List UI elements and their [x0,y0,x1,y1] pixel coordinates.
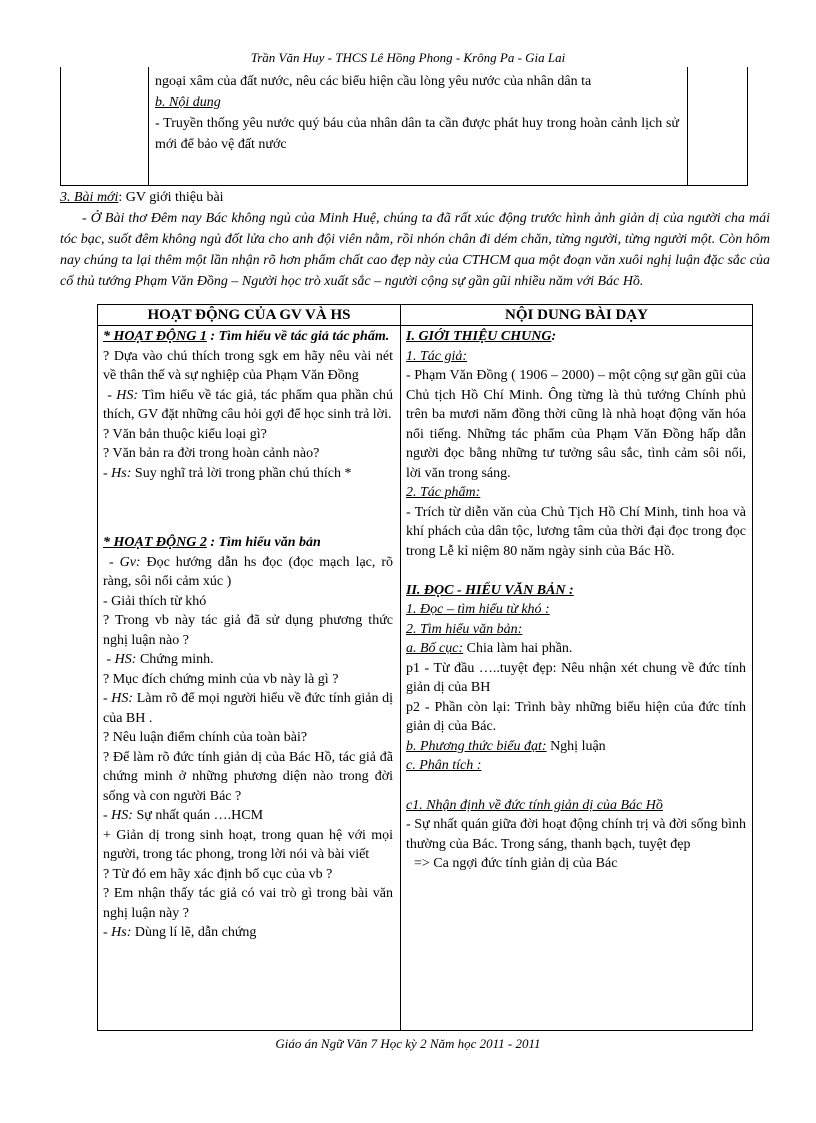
column-header-activities: HOẠT ĐỘNG CỦA GV VÀ HS [147,307,351,323]
explain-words: - Giải thích từ khó [103,593,207,609]
expression-label: b. Phương thức biểu đạt: [406,738,547,754]
activities-column: * HOẠT ĐỘNG 1 : Tìm hiểu về tác giả tác phẩm. ? Dựa vào chú thích trong sgk em hãy nêu vài nét về thân thế và sự nghiệp của Phạm Văn Đồng - HS: Tìm hiểu về tác giả, tác phẩm qua phần chú thích, GV đặt những câu hỏi gợi để học sinh trả lời. ? Văn bản thuộc kiểu loại gì? ? Văn bản ra đời trong hoàn cảnh nào? - Hs: Suy nghĩ trả lời trong phần chú thích * * HOẠT ĐỘNG 2 : Tìm hiểu văn bản - Gv: Đọc hướng dẫn hs đọc (đọc mạch lạc, rõ ràng, sôi nổi cảm xúc ) - Giải thích từ khó ? Trong vb này tác giả đã sử dụng phương thức nghị luận nào ? - HS: Chứng minh. ? Mục đích chứng minh của vb này là gì ? - HS: Làm rõ để mọi người hiểu về đức tính giản dị của BH . ? Nêu luận điểm chính của toàn bài? ? Để làm rõ đức tính giản dị của Bác Hồ, tác giả đã chứng minh ở những phương diện nào trong đời sống và con người Bác ? - HS: Sự nhất quán ….HCM + Giản dị trong sinh hoạt, trong quan hệ với mọi người, trong tác phong, trong lời nói và bài viết ? Từ đó em hãy xác định bố cục của vb ? ? Em nhận thấy tác giả có vai trò gì trong bài văn nghị luận này ? - Hs: Dùng lí lẽ, dẫn chứng [103,329,393,940]
previous-lesson-cell [148,67,688,185]
hs-label: HS: [114,652,137,667]
hs-answer: Dùng lí lẽ, dẫn chứng [131,925,257,940]
part-1: p1 - Từ đầu …..tuyệt đẹp: Nêu nhận xét chung về đức tính giản dị của BH [406,660,746,695]
author-heading: 1. Tác giả: [406,348,468,364]
c1-heading: c1. Nhận định về đức tính giản dị của Bác Hồ [406,797,663,813]
question-2: ? Văn bản thuộc kiểu loại gì? [103,426,267,442]
expression-text: Nghị luận [546,738,606,754]
hs-answer: Chứng minh. [136,652,214,667]
gv-instruction: Đọc hướng dẫn hs đọc (đọc mạch lạc, rõ ràng, sôi nổi cảm xúc ) [103,554,393,589]
activity-2-label: * HOẠT ĐỘNG 2 [103,535,207,550]
hs-answer: Làm rõ để mọi người hiểu về đức tính giản dị của BH . [103,691,393,726]
work-heading: 2. Tác phẩm: [406,485,481,500]
section-1-title: I. GIỚI THIỆU CHUNG [406,329,552,344]
analysis-heading: 2. Tìm hiểu văn bản: [406,621,523,637]
column-header-content: NỘI DUNG BÀI DẠY [505,307,648,323]
hs-label: Hs: [111,465,132,481]
question-4: ? Trong vb này tác giả đã sử dụng phương thức nghị luận nào ? [103,613,393,648]
question-3: ? Văn bản ra đời trong hoàn cảnh nào? [103,446,320,461]
activity-1-label: * HOẠT ĐỘNG 1 [103,329,207,344]
content-text: - Truyền thống yêu nước quý báu của nhân dân ta cần được phát huy trong hoàn cảnh lịch sử mới để bảo vệ đất nước [155,116,679,152]
hs-answer: Suy nghĩ trả lời trong phần chú thích * [131,465,352,481]
page-header: Trần Văn Huy - THCS Lê Hồng Phong - Krông Pa - Gia Lai [250,50,566,65]
lesson-table [97,304,753,1031]
question-7: ? Để làm rõ đức tính giản dị của Bác Hồ, tác giả đã chứng minh ở những phương diện nào trong đời sống và con người Bác ? [103,749,393,804]
content-column: I. GIỚI THIỆU CHUNG: 1. Tác giả: - Phạm Văn Đồng ( 1906 – 2000) – một cộng sự gần gũi của Chủ tịch Hồ Chí Minh. Ông từng là thủ tướng Chính phủ trên ba mươi năm đồng thời cũng là nhà hoạt động văn hóa nổi tiếng. Những tác phẩm của Phạm Văn Đồng hấp dẫn người đọc bằng những tư tưởng sâu sắc, tình cảm sôi nổi, lời văn trong sáng. 2. Tác phẩm: - Trích từ diễn văn của Chủ Tịch Hồ Chí Minh, tinh hoa và khí phách của dân tộc, lương tâm của thời đại đọc trong đọc trong Lễ kỉ niệm 80 năm ngày sinh của Bác Hồ. II. ĐỌC - HIỂU VĂN BẢN : 1. Đọc – tìm hiểu từ khó : 2. Tìm hiểu văn bản: a. Bố cục: Chia làm hai phần. p1 - Từ đầu …..tuyệt đẹp: Nêu nhận xét chung về đức tính giản dị của BH p2 - Phần còn lại: Trình bày những biểu hiện của đức tính giản dị của Bác. b. Phương thức biểu đạt: Nghị luận c. Phân tích : c1. Nhận định về đức tính giản dị của Bác Hồ - Sự nhất quán giữa đời hoạt động chính trị và đời sống bình thường của Bác. Trong sáng, thanh bạch, tuyệt đẹp => Ca ngợi đức tính giản dị của Bác [406,327,746,874]
section-3-rest: : GV giới thiệu bài [118,190,224,205]
question-5: ? Mục đích chứng minh của vb này là gì ? [103,671,339,687]
hs-answer: Sự nhất quán ….HCM [132,808,264,823]
section-3-line [60,187,770,208]
activity-2-title: : Tìm hiểu văn bản [206,535,321,550]
hs-label: HS: [111,691,134,706]
hs-label: HS: [111,808,133,823]
hs-label: HS: [116,387,138,403]
hs-answer: Tìm hiểu về tác giả, tác phẩm qua phần chú thích, GV đặt những câu hỏi gợi để học sinh trả lời. [103,387,393,422]
layout-label: a. Bố cục: [406,641,464,656]
activity-1-title: : Tìm hiểu về tác giả tác phẩm. [206,329,390,344]
plus-point: + Giản dị trong sinh hoạt, trong quan hệ với mọi người, trong tác phong, trong lời nói và bài viết [103,827,393,862]
layout-text: Chia làm hai phần. [463,641,573,656]
previous-lesson-box [60,67,748,186]
previous-text-line: ngoại xâm của đất nước, nêu các biểu hiện cầu lòng yêu nước của nhân dân ta [155,74,592,89]
hs-label: Hs: [111,925,132,940]
c1-text: - Sự nhất quán giữa đời hoạt động chính trị và đời sống bình thường của Bác. Trong sáng, thanh bạch, tuyệt đẹp [406,817,746,852]
section-2-title: II. ĐỌC - HIỂU VĂN BẢN : [406,582,574,598]
gv-label: Gv: [119,554,141,570]
reading-heading: 1. Đọc – tìm hiểu từ khó : [406,602,550,617]
question-9: ? Em nhận thấy tác giả có vai trò gì trong bài văn nghị luận này ? [103,886,393,921]
author-text: - Phạm Văn Đồng ( 1906 – 2000) – một cộng sự gần gũi của Chủ tịch Hồ Chí Minh. Ông từng là thủ tướng Chính phủ trên ba mươi năm đồng thời cũng là nhà hoạt động văn hóa nổi tiếng. Những tác phẩm của Phạm Văn Đồng hấp dẫn người đọc bằng những tư tưởng sâu sắc, tình cảm sôi nổi, lời văn trong sáng. [406,368,746,481]
question-1: ? Dựa vào chú thích trong sgk em hãy nêu vài nét về thân thế và sự nghiệp của Phạm Văn Đồng [103,348,393,383]
part-2: p2 - Phần còn lại: Trình bày những biểu hiện của đức tính giản dị của Bác. [406,699,746,734]
lesson-intro: - Ở Bài thơ Đêm nay Bác không ngủ của Minh Huệ, chúng ta đã rất xúc động trước hình ảnh giản dị của người cha mái tóc bạc, suốt đêm không ngủ đốt lửa cho anh đội viên nằm, rồi nhón chân đi dém chăn, từng người, từng người một. Còn hôm nay chúng ta lại thêm một lần nhận rõ hơn phẩm chất cao đẹp này của CTHCM qua một đoạn văn xuôi nghị luận đặc sắc của cố thủ tướng Phạm Văn Đồng – Người học trò xuất sắc – người cộng sự gần gũi nhiều năm với Bác Hồ. [60,211,770,289]
question-6: ? Nêu luận điểm chính của toàn bài? [103,730,308,745]
section-3-label: 3. Bài mới [60,190,119,205]
analysis-label: c. Phân tích : [406,758,482,773]
page-footer: Giáo án Ngữ Văn 7 Học kỳ 2 Năm học 2011 - 2011 [275,1036,541,1051]
work-text: - Trích từ diễn văn của Chủ Tịch Hồ Chí Minh, tinh hoa và khí phách của dân tộc, lương tâm của thời đại đọc trong đọc trong Lễ kỉ niệm 80 năm ngày sinh của Bác Hồ. [406,504,746,559]
question-8: ? Từ đó em hãy xác định bố cục của vb ? [103,866,333,882]
conclusion: => Ca ngợi đức tính giản dị của Bác [414,856,618,871]
content-heading: b. Nội dung [155,95,221,110]
